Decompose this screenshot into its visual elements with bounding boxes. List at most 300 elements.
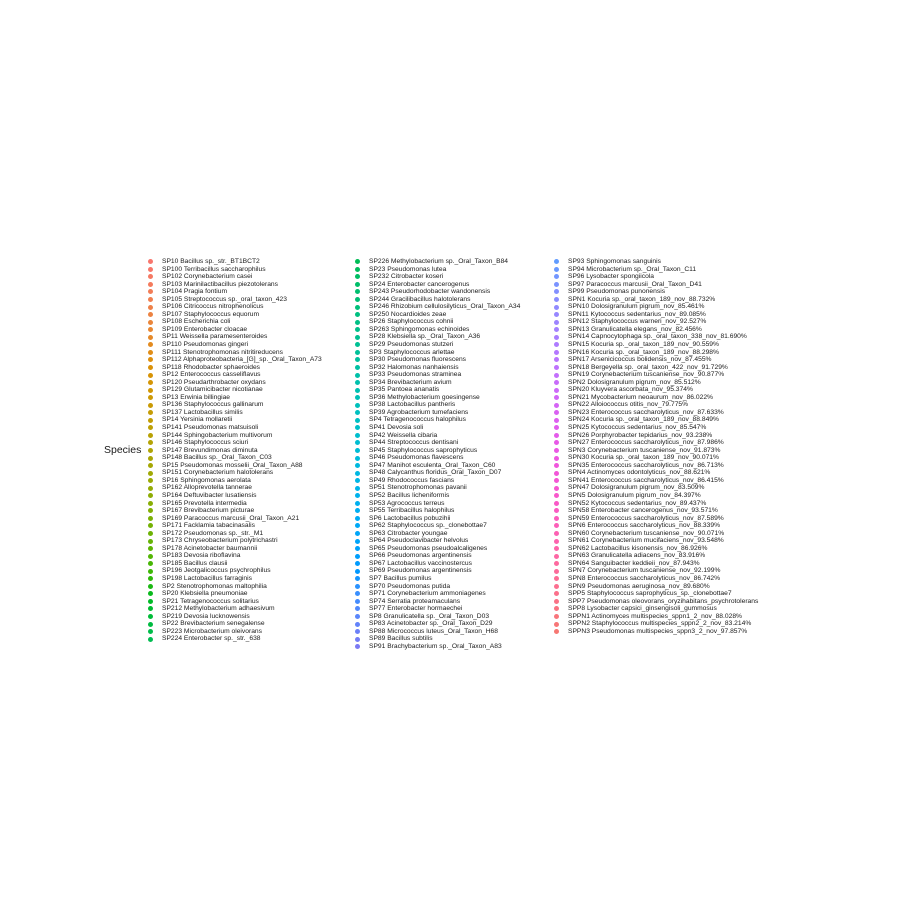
- legend-key-dot: [355, 493, 360, 498]
- legend-label: SPN2 Dolosigranulum pigrum_nov_85.512%: [568, 378, 701, 386]
- legend-label: SP41 Devosia soli: [369, 424, 424, 432]
- legend-label: SPN60 Corynebacterium tuscaniense_nov_90.071%: [568, 529, 725, 537]
- legend-label: SP232 Citrobacter koseri: [369, 273, 444, 281]
- legend-label: SP12 Enterococcus casseliflavus: [162, 371, 261, 379]
- legend-key-dot: [554, 297, 559, 302]
- legend-key-dot: [554, 531, 559, 536]
- legend-key-dot: [355, 531, 360, 536]
- legend-key-dot: [554, 523, 559, 528]
- legend-label: SP224 Enterobacter sp._str._638: [162, 635, 261, 643]
- legend-label: SP196 Jeotgalicoccus psychrophilus: [162, 567, 271, 575]
- legend-key-dot: [355, 267, 360, 272]
- legend-key-dot: [355, 471, 360, 476]
- legend-label: SPN30 Kocuria sp._oral_taxon_189_nov_90.071%: [568, 454, 719, 462]
- legend-label: SP2 Stenotrophomonas maltophilia: [162, 582, 267, 590]
- legend-label: SP11 Weissella paramesenteroides: [162, 333, 268, 341]
- legend-label: SP77 Enterobacter hormaechei: [369, 605, 463, 613]
- legend-label: SP219 Devosia lucknowensis: [162, 612, 250, 620]
- legend-key-dot: [554, 569, 559, 574]
- legend-label: SPN19 Corynebacterium tuscaniense_nov_90.877%: [568, 371, 725, 379]
- legend-key-dot: [355, 584, 360, 589]
- legend-label: SP66 Pseudomonas argentinensis: [369, 552, 472, 560]
- legend-key-dot: [554, 493, 559, 498]
- legend-label: SP69 Pseudomonas argentinensis: [369, 567, 472, 575]
- legend-label: SPN5 Dolosigranulum pigrum_nov_84.397%: [568, 491, 701, 499]
- legend-label: SP183 Devosia riboflavina: [162, 552, 241, 560]
- legend-label: SPN62 Lactobacillus kisonensis_nov_86.926%: [568, 544, 708, 552]
- legend-label: SP3 Staphylococcus arlettae: [369, 348, 455, 356]
- legend-key-dot: [355, 576, 360, 581]
- legend-key-dot: [355, 561, 360, 566]
- legend-key-dot: [554, 440, 559, 445]
- legend-key-dot: [554, 433, 559, 438]
- legend-key-dot: [355, 297, 360, 302]
- legend-key-dot: [148, 629, 153, 634]
- legend-label: SPN61 Corynebacterium mucifaciens_nov_93.548%: [568, 537, 724, 545]
- legend-label: SP148 Bacillus sp._Oral_Taxon_C03: [162, 454, 272, 462]
- legend-key-dot: [554, 320, 559, 325]
- legend-key-dot: [554, 267, 559, 272]
- legend-label: SP29 Pseudomonas stutzeri: [369, 341, 454, 349]
- legend-label: SP136 Staphylococcus gallinarum: [162, 401, 264, 409]
- legend-key-dot: [554, 418, 559, 423]
- legend-label: SP106 Citricoccus nitrophenolicus: [162, 303, 264, 311]
- legend-label: SP96 Lysobacter spongiicola: [568, 273, 654, 281]
- legend-label: SPN3 Corynebacterium tuscaniense_nov_91.873%: [568, 446, 721, 454]
- legend-key-dot: [554, 501, 559, 506]
- legend-label: SP14 Yersinia mollaretii: [162, 416, 233, 424]
- legend-label: SP20 Klebsiella pneumoniae: [162, 590, 248, 598]
- legend-label: SPP5 Staphylococcus saprophyticus_sp._clonebottae7: [568, 590, 732, 598]
- legend-label: SPN1 Kocuria sp._oral_taxon_189_nov_88.732%: [568, 295, 716, 303]
- legend-label: SP6 Lactobacillus pobuzihii: [369, 514, 451, 522]
- legend-label: SP243 Pseudorhodobacter wandonensis: [369, 288, 491, 296]
- legend-label: SP45 Staphylococcus saprophyticus: [369, 446, 478, 454]
- legend-key-dot: [148, 523, 153, 528]
- legend-label: SPN35 Enterococcus saccharolyticus_nov_86.713%: [568, 461, 724, 469]
- legend-label: SP178 Acinetobacter baumannii: [162, 544, 258, 552]
- legend-label: SPP8 Lysobacter capsici_ginsengisoli_gummosus: [568, 605, 717, 613]
- legend-key-dot: [148, 440, 153, 445]
- legend-key-dot: [355, 448, 360, 453]
- legend-label: SP44 Streptococcus dentisani: [369, 439, 459, 447]
- legend-label: SPN10 Dolosigranulum pigrum_nov_85.461%: [568, 303, 705, 311]
- legend-key-dot: [148, 305, 153, 310]
- legend-key-dot: [148, 539, 153, 544]
- legend-key-dot: [554, 282, 559, 287]
- legend-label: SP147 Brevundimonas diminuta: [162, 446, 258, 454]
- legend-label: SPN11 Kytococcus sedentarius_nov_89.085%: [568, 310, 706, 318]
- legend-key-dot: [554, 599, 559, 604]
- legend-label: SPN12 Staphylococcus warneri_nov_92.527%: [568, 318, 707, 326]
- legend-label: SP212 Methylobacterium adhaesivum: [162, 605, 275, 613]
- legend-label: SP118 Rhodobacter sphaeroides: [162, 363, 261, 371]
- legend-label: SP7 Bacillus pumilus: [369, 574, 432, 582]
- legend-key-dot: [148, 584, 153, 589]
- legend-key-dot: [554, 546, 559, 551]
- legend-key-dot: [554, 486, 559, 491]
- legend-label: SP144 Sphingobacterium multivorum: [162, 431, 273, 439]
- legend-label: SP26 Staphylococcus cohnii: [369, 318, 454, 326]
- legend-label: SP36 Methylobacterium goesingense: [369, 393, 480, 401]
- legend-label: SP263 Sphingomonas echinoides: [369, 325, 470, 333]
- legend-label: SP22 Brevibacterium senegalense: [162, 620, 265, 628]
- legend-label: SP111 Stenotrophomonas nitritireducens: [162, 348, 283, 356]
- legend-label: SPN22 Alloiococcus otitis_nov_79.775%: [568, 401, 689, 409]
- legend-label: SP21 Tetragenococcus solitarius: [162, 597, 259, 605]
- legend-label: SPN26 Porphyrobacter tepidarius_nov_93.238%: [568, 431, 713, 439]
- legend-label: SP141 Pseudomonas matsuisoli: [162, 424, 259, 432]
- legend-key-dot: [148, 591, 153, 596]
- legend-key-dot: [148, 508, 153, 513]
- legend-key-dot: [554, 425, 559, 430]
- legend-label: SP97 Paracoccus marcusii_Oral_Taxon_D41: [568, 280, 702, 288]
- legend-key-dot: [148, 365, 153, 370]
- legend-label: SPN17 Arsenicicoccus bolidensis_nov_87.455%: [568, 356, 712, 364]
- legend-key-dot: [554, 591, 559, 596]
- legend-key-dot: [148, 456, 153, 461]
- legend-label: SP109 Enterobacter cloacae: [162, 325, 248, 333]
- legend-key-dot: [554, 516, 559, 521]
- legend-key-dot: [554, 463, 559, 468]
- legend-key-dot: [148, 478, 153, 483]
- legend-key-dot: [355, 440, 360, 445]
- legend-label: SP120 Pseudarthrobacter oxydans: [162, 378, 266, 386]
- legend-key-dot: [355, 335, 360, 340]
- legend-key-dot: [554, 373, 559, 378]
- legend-key-dot: [355, 523, 360, 528]
- legend-label: SPPN2 Staphylococcus multispecies_sppn2_2_nov_83.214%: [568, 620, 752, 628]
- legend-label: SPN27 Enterococcus saccharolyticus_nov_87.986%: [568, 439, 724, 447]
- legend-key-dot: [355, 644, 360, 649]
- legend-key-dot: [554, 365, 559, 370]
- legend-label: SP250 Nocardioides zeae: [369, 310, 447, 318]
- legend-label: SP146 Staphylococcus sciuri: [162, 439, 249, 447]
- legend-label: SP151 Corynebacterium halotolerans: [162, 469, 274, 477]
- legend-label: SPN6 Enterococcus saccharolyticus_nov_88.339%: [568, 522, 721, 530]
- legend-label: SPN23 Enterococcus saccharolyticus_nov_87.633%: [568, 408, 724, 416]
- legend-key-dot: [148, 576, 153, 581]
- legend-key-dot: [355, 622, 360, 627]
- legend-label: SPN13 Granulicatella elegans_nov_82.456%: [568, 325, 702, 333]
- legend-label: SP53 Agrococcus terreus: [369, 499, 445, 507]
- legend-label: SP15 Pseudomonas mosselii_Oral_Taxon_A88: [162, 461, 303, 469]
- legend-label: SP94 Microbacterium sp._Oral_Taxon_C11: [568, 265, 697, 273]
- legend-label: SPN58 Enterobacter cancerogenus_nov_93.571%: [568, 507, 718, 515]
- legend-label: SP164 Deftuvibacter lusatiensis: [162, 491, 257, 499]
- legend-label: SPN41 Enterococcus saccharolyticus_nov_86.415%: [568, 476, 724, 484]
- legend-label: SPN24 Kocuria sp._oral_taxon_189_nov_88.849%: [568, 416, 719, 424]
- legend-key-dot: [148, 463, 153, 468]
- legend-label: SP39 Agrobacterium tumefaciens: [369, 408, 469, 416]
- legend-label: SP4 Tetragenococcus halophilus: [369, 416, 466, 424]
- legend-key-dot: [355, 365, 360, 370]
- legend-key-dot: [554, 554, 559, 559]
- legend-key-dot: [554, 614, 559, 619]
- legend-key-dot: [554, 410, 559, 415]
- legend-label: SP51 Stenotrophomonas pavanii: [369, 484, 467, 492]
- legend-label: SP110 Pseudomonas gingeri: [162, 341, 249, 349]
- legend-key-dot: [355, 463, 360, 468]
- legend-label: SPN16 Kocuria sp._oral_taxon_189_nov_88.298%: [568, 348, 719, 356]
- legend-key-dot: [355, 312, 360, 317]
- legend-label: SP64 Pseudoclavibacter helvolus: [369, 537, 469, 545]
- legend-key-dot: [554, 576, 559, 581]
- legend-label: SP165 Prevotella intermedia: [162, 499, 247, 507]
- legend-key-dot: [148, 289, 153, 294]
- legend-key-dot: [355, 259, 360, 264]
- legend-label: SP173 Chryseobacterium polytrichastri: [162, 537, 278, 545]
- legend-label: SPN7 Corynebacterium tuscaniense_nov_92.199%: [568, 567, 721, 575]
- legend-label: SP16 Sphingomonas aerolata: [162, 476, 251, 484]
- legend-key-dot: [554, 448, 559, 453]
- legend-key-dot: [148, 403, 153, 408]
- legend-label: SP10 Bacillus sp._str._BT1BCT2: [162, 258, 260, 265]
- legend-label: SP34 Brevibacterium avium: [369, 378, 452, 386]
- legend-key-dot: [148, 312, 153, 317]
- legend-label: SP198 Lactobacillus farraginis: [162, 574, 252, 582]
- legend-label: SP88 Micrococcus luteus_Oral_Taxon_H68: [369, 627, 498, 635]
- legend-key-dot: [355, 282, 360, 287]
- legend-key-dot: [148, 448, 153, 453]
- legend-label: SP49 Rhodococcus fascians: [369, 476, 455, 484]
- legend-label: SP30 Pseudomonas fluorescens: [369, 356, 467, 364]
- legend-label: SP8 Granulicatella sp._Oral_Taxon_D03: [369, 612, 490, 620]
- legend-key-dot: [148, 282, 153, 287]
- legend-key-dot: [355, 614, 360, 619]
- legend-label: SPN25 Kytococcus sedentarius_nov_85.547%: [568, 424, 707, 432]
- legend-key-dot: [148, 561, 153, 566]
- legend-key-dot: [148, 531, 153, 536]
- legend-key-dot: [355, 478, 360, 483]
- legend-key-dot: [355, 456, 360, 461]
- legend-key-dot: [148, 622, 153, 627]
- legend-key-dot: [554, 584, 559, 589]
- legend-key-dot: [554, 274, 559, 279]
- legend-label: SP93 Sphingomonas sanguinis: [568, 258, 661, 265]
- legend-key-dot: [554, 380, 559, 385]
- legend-label: SPPN3 Pseudomonas multispecies_sppn3_2_nov_97.857%: [568, 627, 748, 635]
- legend-key-dot: [148, 433, 153, 438]
- legend-key-dot: [355, 569, 360, 574]
- legend-label: SP55 Terribacillus halophilus: [369, 507, 455, 515]
- legend-label: SP24 Enterobacter cancerogenus: [369, 280, 470, 288]
- legend-label: SPN63 Granulicatella adiacens_nov_83.916%: [568, 552, 706, 560]
- legend-key-dot: [148, 274, 153, 279]
- legend-label: SP62 Staphylococcus sp._clonebottae7: [369, 522, 487, 530]
- legend-label: SPN8 Enterococcus saccharolyticus_nov_86.742%: [568, 574, 721, 582]
- legend-key-dot: [355, 606, 360, 611]
- legend-label: SP32 Halomonas nanhaiensis: [369, 363, 459, 371]
- legend-key-dot: [554, 305, 559, 310]
- legend-label: SP23 Pseudomonas lutea: [369, 265, 447, 273]
- legend-label: SP52 Bacillus licheniformis: [369, 491, 450, 499]
- legend-label: SPP7 Pseudomonas oleovorans_oryzihabitans_psychrotolerans: [568, 597, 759, 605]
- legend-key-dot: [554, 508, 559, 513]
- legend-label: SP35 Pantoea ananatis: [369, 386, 440, 394]
- legend-label: SP167 Brevibacterium picturae: [162, 507, 255, 515]
- legend-label: SP169 Paracoccus marcusii_Oral_Taxon_A21: [162, 514, 300, 522]
- legend-key-dot: [148, 599, 153, 604]
- legend-key-dot: [554, 403, 559, 408]
- legend-key-dot: [355, 418, 360, 423]
- legend-key-dot: [148, 471, 153, 476]
- legend-key-dot: [148, 350, 153, 355]
- legend-key-dot: [148, 546, 153, 551]
- legend-label: SPN47 Dolosigranulum pigrum_nov_83.509%: [568, 484, 705, 492]
- legend-key-dot: [355, 516, 360, 521]
- legend-label: SP47 Manihot esculenta_Oral_Taxon_C60: [369, 461, 496, 469]
- legend-title: Species: [104, 444, 142, 456]
- legend-key-dot: [554, 289, 559, 294]
- legend-label: SP185 Bacillus clausii: [162, 559, 228, 567]
- legend-key-dot: [355, 403, 360, 408]
- legend-key-dot: [355, 637, 360, 642]
- legend-key-dot: [355, 305, 360, 310]
- legend-label: SP171 Facklamia tabacinasalis: [162, 522, 255, 530]
- legend-label: SP70 Pseudomonas putida: [369, 582, 451, 590]
- legend-label: SP172 Pseudomonas sp._str._M1: [162, 529, 264, 537]
- legend-label: SPN9 Pseudomonas aeruginosa_nov_89.680%: [568, 582, 710, 590]
- legend-key-dot: [148, 554, 153, 559]
- legend-key-dot: [355, 501, 360, 506]
- legend-label: SP108 Escherichia coli: [162, 318, 231, 326]
- legend-key-dot: [554, 629, 559, 634]
- legend-label: SPN14 Capnocytophaga sp._oral_taxon_338_nov_81.690%: [568, 333, 747, 341]
- legend-key-dot: [355, 591, 360, 596]
- legend-label: SPN15 Kocuria sp._oral_taxon_189_nov_90.559%: [568, 341, 719, 349]
- legend-key-dot: [355, 350, 360, 355]
- legend-label: SPN20 Kluyvera ascorbata_nov_95.374%: [568, 386, 693, 394]
- legend-key-dot: [148, 501, 153, 506]
- legend-key-dot: [148, 259, 153, 264]
- legend-key-dot: [355, 546, 360, 551]
- legend-label: SP112 Alphaproteobacteria_[G]_sp._Oral_Taxon_A73: [162, 356, 322, 364]
- legend-key-dot: [554, 471, 559, 476]
- legend-label: SP162 Alloprevotella tannerae: [162, 484, 252, 492]
- legend-key-dot: [148, 493, 153, 498]
- legend-key-dot: [355, 327, 360, 332]
- legend-key-dot: [148, 388, 153, 393]
- legend-key-dot: [355, 410, 360, 415]
- legend-key-dot: [554, 395, 559, 400]
- legend-key-dot: [355, 554, 360, 559]
- legend-key-dot: [148, 516, 153, 521]
- legend-key-dot: [554, 561, 559, 566]
- legend-label: SP104 Pragia fontium: [162, 288, 228, 296]
- legend-key-dot: [355, 433, 360, 438]
- legend-key-dot: [355, 388, 360, 393]
- legend-key-dot: [355, 486, 360, 491]
- legend-key-dot: [554, 388, 559, 393]
- legend-key-dot: [148, 486, 153, 491]
- legend-key-dot: [554, 350, 559, 355]
- legend-label: SP38 Lactobacillus pantheris: [369, 401, 456, 409]
- legend-label: SP246 Rhizobium cellulosilyticus_Oral_Taxon_A34: [369, 303, 521, 311]
- legend-label: SPN52 Kytococcus sedentarius_nov_89.437%: [568, 499, 707, 507]
- legend-label: SP223 Microbacterium oleivorans: [162, 627, 262, 635]
- legend-key-dot: [355, 357, 360, 362]
- legend-key-dot: [148, 357, 153, 362]
- legend-label: SP48 Calycanthus floridus_Oral_Taxon_D07: [369, 469, 502, 477]
- legend-key-dot: [554, 478, 559, 483]
- legend-label: SP100 Terribacillus saccharophilus: [162, 265, 266, 273]
- legend-key-dot: [148, 637, 153, 642]
- legend-label: SP107 Staphylococcus equorum: [162, 310, 260, 318]
- legend-key-dot: [554, 539, 559, 544]
- legend-key-dot: [554, 622, 559, 627]
- legend-key-dot: [554, 259, 559, 264]
- legend-key-dot: [554, 312, 559, 317]
- legend-key-dot: [554, 456, 559, 461]
- legend-label: SP63 Citrobacter youngae: [369, 529, 448, 537]
- legend-key-dot: [355, 289, 360, 294]
- legend-label: SPPN1 Actinomyces multispecies_sppn1_2_nov_88.028%: [568, 612, 742, 620]
- legend-key-dot: [355, 320, 360, 325]
- legend-label: SP28 Klebsiella sp._Oral_Taxon_A36: [369, 333, 481, 341]
- legend-key-dot: [355, 395, 360, 400]
- legend-key-dot: [148, 327, 153, 332]
- legend-key-dot: [148, 267, 153, 272]
- legend-key-dot: [355, 373, 360, 378]
- legend-label: SPN21 Mycobacterium neoaurum_nov_86.022%: [568, 393, 713, 401]
- legend-key-dot: [148, 569, 153, 574]
- legend-label: SP13 Erwinia billingiae: [162, 393, 231, 401]
- legend-key-dot: [148, 320, 153, 325]
- legend-key-dot: [148, 614, 153, 619]
- legend-key-dot: [355, 599, 360, 604]
- legend-label: SP137 Lactobacillus similis: [162, 408, 243, 416]
- legend-key-dot: [148, 418, 153, 423]
- legend-key-dot: [554, 335, 559, 340]
- legend-label: SP102 Corynebacterium casei: [162, 273, 253, 281]
- legend-label: SP67 Lactobacillus vaccinostercus: [369, 559, 472, 567]
- legend-label: SP91 Brachybacterium sp._Oral_Taxon_A83: [369, 642, 502, 650]
- legend-key-dot: [355, 274, 360, 279]
- legend-key-dot: [355, 629, 360, 634]
- legend-key-dot: [148, 342, 153, 347]
- legend-key-dot: [148, 410, 153, 415]
- legend-key-dot: [148, 395, 153, 400]
- legend-key-dot: [554, 327, 559, 332]
- legend-label: SP74 Serratia proteamaculans: [369, 597, 461, 605]
- legend-key-dot: [554, 357, 559, 362]
- legend-label: SP103 Marinilactibacillus piezotolerans: [162, 280, 278, 288]
- legend-key-dot: [355, 508, 360, 513]
- legend-key-dot: [148, 297, 153, 302]
- legend-key-dot: [148, 380, 153, 385]
- legend-label: SP65 Pseudomonas pseudoalcaligenes: [369, 544, 488, 552]
- legend-key-dot: [355, 539, 360, 544]
- legend-key-dot: [148, 606, 153, 611]
- legend-label: SP89 Bacillus subtilis: [369, 635, 433, 643]
- legend-label: SPN4 Actinomyces odontolyticus_nov_88.621%: [568, 469, 711, 477]
- legend-key-dot: [355, 380, 360, 385]
- legend-label: SP99 Pseudomonas punonensis: [568, 288, 666, 296]
- legend-key-dot: [554, 606, 559, 611]
- legend-label: SP105 Streptococcus sp._oral_taxon_423: [162, 295, 287, 303]
- legend-key-dot: [355, 342, 360, 347]
- legend-key-dot: [148, 373, 153, 378]
- legend-label: SP244 Gracilibacillus halotolerans: [369, 295, 471, 303]
- legend-key-dot: [148, 335, 153, 340]
- legend-key-dot: [554, 342, 559, 347]
- legend-label: SP46 Pseudomonas flavescens: [369, 454, 464, 462]
- legend-label: SP83 Acinetobacter sp._Oral_Taxon_D29: [369, 620, 493, 628]
- legend-key-dot: [355, 425, 360, 430]
- legend-label: SP42 Weissella cibaria: [369, 431, 438, 439]
- legend-key-dot: [148, 425, 153, 430]
